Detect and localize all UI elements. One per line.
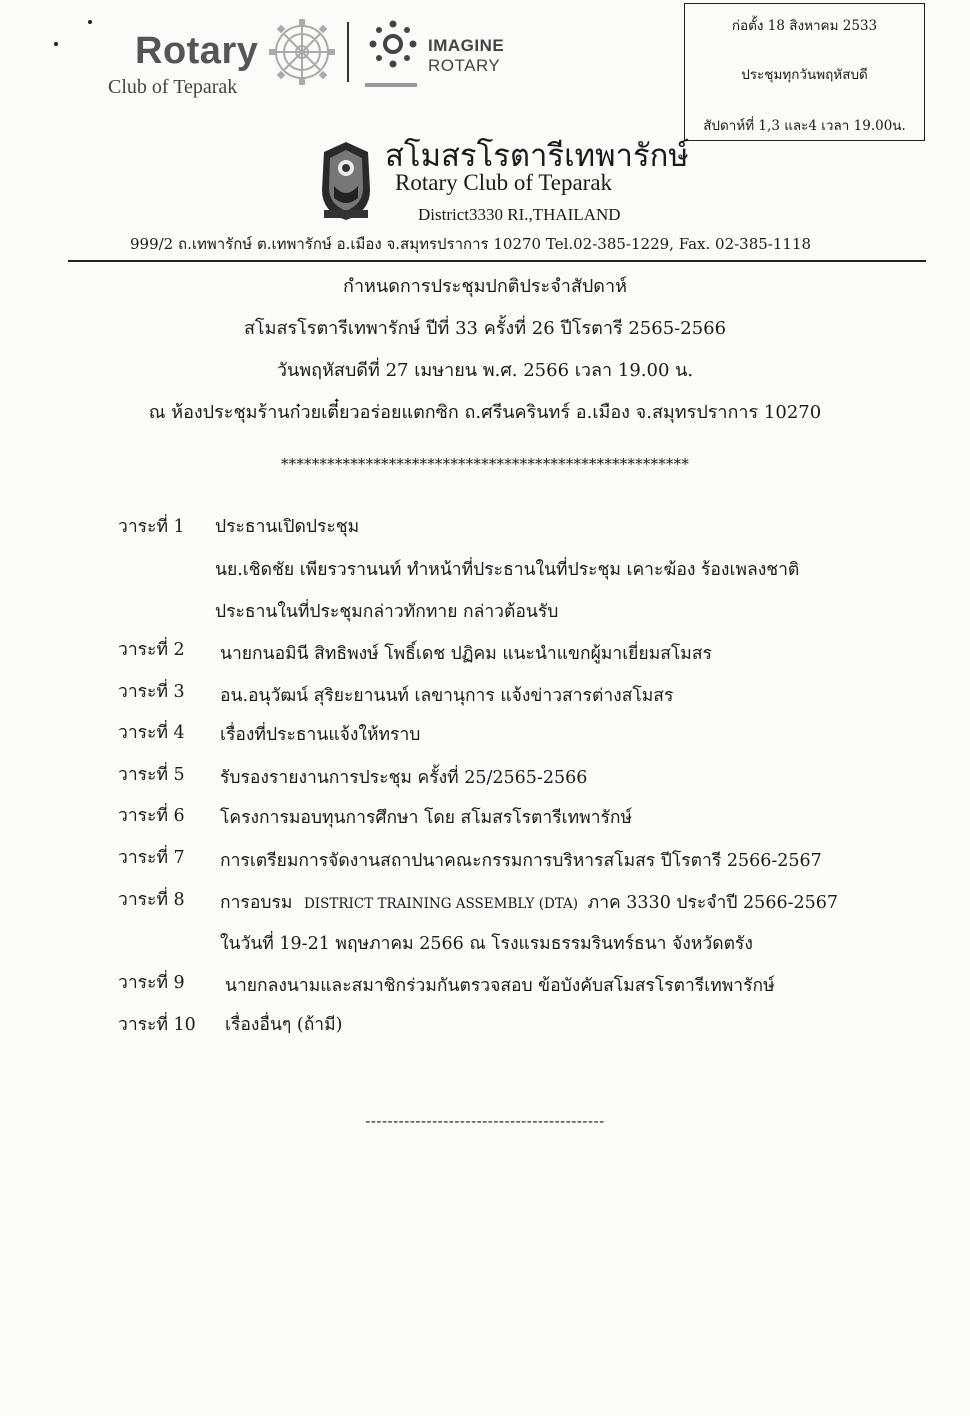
agenda-label: วาระที่ 10 [118,1015,196,1035]
agenda-item-text: รับรองรายงานการประชุม ครั้งที่ 25/2565-2566 [220,768,588,788]
agenda-label: วาระที่ 4 [118,723,185,743]
meeting-venue: ณ ห้องประชุมร้านก๋วยเตี๋ยวอร่อยแตกซิก ถ.ศรีนครินทร์ อ.เมือง จ.สมุทรปราการ 10270 [148,402,822,423]
agenda-item-text: ในวันที่ 19-21 พฤษภาคม 2566 ณ โรงแรมธรรมรินทร์ธนา จังหวัดตรัง [220,934,753,954]
star-separator: ***************************************************** [280,455,690,473]
agenda-item-text: การเตรียมการจัดงานสถาปนาคณะกรรมการบริหารสโมสร ปีโรตารี 2566-2567 [220,851,822,871]
meeting-date: วันพฤหัสบดีที่ 27 เมษายน พ.ศ. 2566 เวลา 19.00 น. [276,360,694,381]
club-name-english: Rotary Club of Teparak [395,170,613,195]
agenda-item-text: เรื่องที่ประธานแจ้งให้ทราบ [220,725,421,745]
meeting-club-year: สโมสรโรตารีเทพารักษ์ ปีที่ 33 ครั้งที่ 26 ปีโรตารี 2565-2566 [243,318,727,339]
club-address: 999/2 ถ.เทพารักษ์ ต.เทพารักษ์ อ.เมือง จ.สมุทรปราการ 10270 Tel.02-385-1229, Fax. 02-385-1118 [130,235,812,253]
agenda-item-text: ประธานในที่ประชุมกล่าวทักทาย กล่าวต้อนรับ [215,602,559,622]
club-name-thai: สโมสรโรตารีเทพารักษ์ [385,138,689,174]
agenda-label: วาระที่ 5 [118,765,185,785]
district-text: District3330 RI.,THAILAND [418,205,621,224]
founded-date: ก่อตั้ง 18 สิงหาคม 2533 [731,18,878,34]
imagine-underline [365,83,417,87]
meeting-day: ประชุมทุกวันพฤหัสบดี [741,67,868,83]
club-of-teparak-text: Club of Teparak [108,76,238,98]
rotary-logo-text: Rotary [135,30,259,72]
agenda-label: วาระที่ 3 [118,682,185,702]
agenda-item-text: นย.เชิดชัย เพียรวรานนท์ ทำหน้าที่ประธานในที่ประชุม เคาะฆ้อง ร้องเพลงชาติ [215,560,800,580]
scan-speck [88,20,92,24]
rotary-wheel-icon [266,16,338,88]
agenda-item-text: นายกนอมินี สิทธิพงษ์ โพธิ์เดช ปฏิคม แนะนำแขกผู้มาเยี่ยมสโมสร [220,644,712,664]
header-rule [68,260,926,262]
agenda-label: วาระที่ 7 [118,848,185,868]
agenda-label: วาระที่ 1 [118,517,185,537]
agenda-item-text: เรื่องอื่นๆ (ถ้ามี) [225,1015,343,1035]
imagine-rotary-text: ROTARY [428,56,501,75]
agenda-label: วาระที่ 2 [118,640,185,660]
agenda-item-text: โครงการมอบทุนการศึกษา โดย สโมสรโรตารีเทพารักษ์ [220,808,633,828]
meeting-title: กำหนดการประชุมปกติประจำสัปดาห์ [343,276,627,297]
agenda-item-text-part: การอบรม [220,893,293,913]
imagine-rotary-icon [365,18,417,78]
agenda-label: วาระที่ 6 [118,806,185,826]
end-separator: ------------------------------------------- [365,1112,605,1130]
agenda-label: วาระที่ 8 [118,890,185,910]
agenda-item-text-part: ภาค 3330 ประจำปี 2566-2567 [587,893,839,913]
agenda-item-text: นายกลงนามและสมาชิกร่วมกันตรวจสอบ ข้อบังคับสโมสรโรตารีเทพารักษ์ [225,976,775,996]
club-emblem-icon [318,140,374,222]
scan-speck [54,42,58,46]
agenda-item-text: อน.อนุวัฒน์ สุริยะยานนท์ เลขานุการ แจ้งข่าวสารต่างสโมสร [220,686,674,706]
dta-text: DISTRICT TRAINING ASSEMBLY (DTA) [303,896,579,912]
logo-divider [347,22,349,82]
agenda-item-text: ประธานเปิดประชุม [215,517,360,537]
imagine-text: IMAGINE [428,36,505,55]
agenda-item-text [220,888,838,916]
agenda-label: วาระที่ 9 [118,973,185,993]
meeting-weeks: สัปดาห์ที่ 1,3 และ4 เวลา 19.00น. [703,118,906,134]
